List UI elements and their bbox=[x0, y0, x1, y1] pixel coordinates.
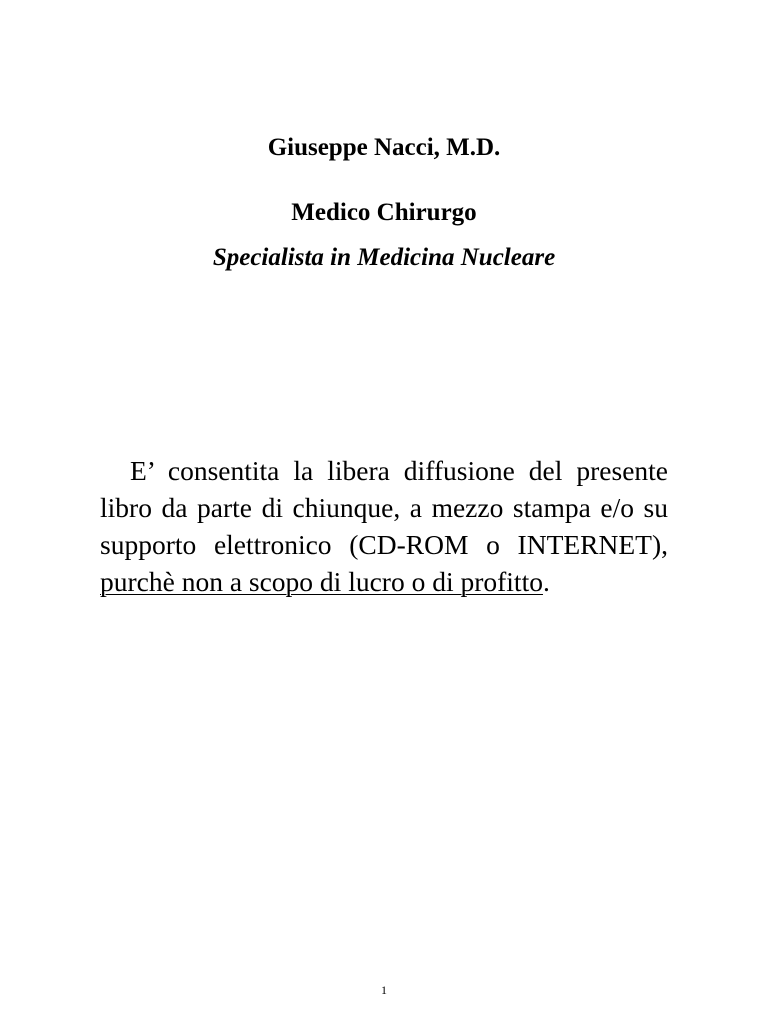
author-profession: Medico Chirurgo bbox=[291, 199, 477, 226]
notice-underlined-text: purchè non a scopo di lucro o di profitto bbox=[100, 566, 543, 597]
author-name: Giuseppe Nacci, M.D. bbox=[267, 134, 501, 161]
notice-end-punctuation: . bbox=[542, 566, 550, 597]
distribution-notice bbox=[100, 452, 668, 600]
author-specialty: Specialista in Medicina Nucleare bbox=[212, 244, 556, 271]
notice-text: E’ consentita la libera diffusione del presente libro da parte di chiunque, a mezzo stampa e/o su supporto elettronico (CD-ROM o INTERNET), bbox=[100, 455, 668, 560]
page-number: 1 bbox=[381, 983, 387, 997]
